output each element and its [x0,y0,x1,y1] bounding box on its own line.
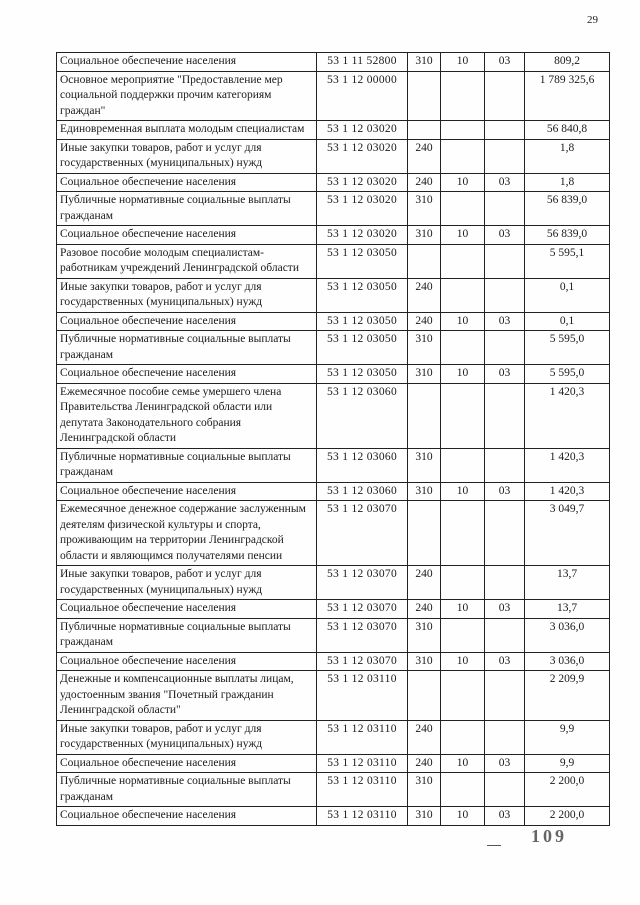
row-subsection: 03 [485,312,525,331]
row-section [441,121,485,140]
row-subsection [485,773,525,807]
row-name: Единовременная выплата молодым специалистам [57,121,317,140]
row-section [441,139,485,173]
row-section: 10 [441,754,485,773]
row-sum: 56 839,0 [525,192,610,226]
row-name: Публичные нормативные социальные выплаты гражданам [57,448,317,482]
table-row [57,448,610,482]
row-code: 53 1 12 03020 [317,192,408,226]
row-section: 10 [441,312,485,331]
budget-table [56,52,610,826]
row-name: Социальное обеспечение населения [57,53,317,72]
table-row [57,278,610,312]
row-name: Разовое пособие молодым специалистам-работникам учреждений Ленинградской области [57,244,317,278]
row-code: 53 1 12 03020 [317,121,408,140]
row-code: 53 1 12 03020 [317,226,408,245]
table-row [57,53,610,72]
row-section: 10 [441,226,485,245]
row-subsection [485,448,525,482]
row-section [441,773,485,807]
row-subsection: 03 [485,53,525,72]
row-section [441,331,485,365]
row-sum: 1,8 [525,173,610,192]
row-code: 53 1 12 03050 [317,244,408,278]
row-code: 53 1 12 03110 [317,671,408,721]
row-expense-type: 310 [408,331,441,365]
row-subsection [485,139,525,173]
row-sum: 1 789 325,6 [525,71,610,121]
row-section: 10 [441,53,485,72]
row-expense-type: 310 [408,618,441,652]
table-row [57,501,610,566]
table-row [57,312,610,331]
row-subsection: 03 [485,807,525,826]
row-code: 53 1 12 03070 [317,566,408,600]
row-name: Социальное обеспечение населения [57,365,317,384]
row-section [441,383,485,448]
row-subsection [485,71,525,121]
row-expense-type: 240 [408,600,441,619]
row-subsection [485,383,525,448]
footer-dash [487,845,501,846]
row-subsection: 03 [485,173,525,192]
row-sum: 2 209,9 [525,671,610,721]
row-name: Иные закупки товаров, работ и услуг для государственных (муниципальных) нужд [57,139,317,173]
row-subsection [485,331,525,365]
row-code: 53 1 12 03050 [317,278,408,312]
row-section [441,244,485,278]
row-subsection [485,566,525,600]
row-sum: 1,8 [525,139,610,173]
row-sum: 56 839,0 [525,226,610,245]
row-expense-type [408,383,441,448]
row-section: 10 [441,652,485,671]
row-subsection: 03 [485,652,525,671]
row-sum: 56 840,8 [525,121,610,140]
row-name: Социальное обеспечение населения [57,600,317,619]
row-section [441,448,485,482]
row-code: 53 1 12 03070 [317,501,408,566]
table-row [57,383,610,448]
row-subsection [485,501,525,566]
row-sum: 13,7 [525,600,610,619]
row-sum: 2 200,0 [525,807,610,826]
row-subsection [485,720,525,754]
row-sum: 1 420,3 [525,482,610,501]
row-section [441,192,485,226]
row-name: Социальное обеспечение населения [57,807,317,826]
table-row [57,566,610,600]
row-code: 53 1 12 03020 [317,173,408,192]
row-name: Иные закупки товаров, работ и услуг для государственных (муниципальных) нужд [57,720,317,754]
row-name: Социальное обеспечение населения [57,482,317,501]
budget-table-body [57,53,610,826]
row-section [441,501,485,566]
table-row [57,671,610,721]
row-section: 10 [441,482,485,501]
table-row [57,331,610,365]
row-name: Ежемесячное денежное содержание заслуженным деятелям физической культуры и спорта, проживающим на территории Ленинградской области и являющимся получателями пенсии [57,501,317,566]
table-row [57,773,610,807]
row-expense-type: 310 [408,482,441,501]
row-sum: 2 200,0 [525,773,610,807]
table-row [57,244,610,278]
row-subsection [485,671,525,721]
row-code: 53 1 12 03070 [317,618,408,652]
row-section [441,720,485,754]
row-name: Иные закупки товаров, работ и услуг для государственных (муниципальных) нужд [57,566,317,600]
row-name: Публичные нормативные социальные выплаты гражданам [57,192,317,226]
table-row [57,192,610,226]
row-expense-type: 240 [408,173,441,192]
table-row [57,365,610,384]
row-subsection [485,192,525,226]
row-expense-type [408,244,441,278]
row-subsection: 03 [485,600,525,619]
row-code: 53 1 12 03020 [317,139,408,173]
row-expense-type: 240 [408,139,441,173]
row-subsection: 03 [485,365,525,384]
row-name: Социальное обеспечение населения [57,652,317,671]
row-name: Основное мероприятие "Предоставление мер социальной поддержки прочим категориям граждан" [57,71,317,121]
table-row [57,652,610,671]
row-section: 10 [441,173,485,192]
row-expense-type: 240 [408,278,441,312]
row-code: 53 1 12 03050 [317,365,408,384]
row-section [441,71,485,121]
row-subsection [485,244,525,278]
row-expense-type: 310 [408,652,441,671]
row-name: Социальное обеспечение населения [57,754,317,773]
row-section [441,618,485,652]
row-name: Социальное обеспечение населения [57,226,317,245]
row-expense-type [408,501,441,566]
table-row [57,482,610,501]
row-name: Денежные и компенсационные выплаты лицам, удостоенным звания "Почетный гражданин Ленинградской области" [57,671,317,721]
row-code: 53 1 12 03060 [317,383,408,448]
row-code: 53 1 12 03050 [317,331,408,365]
row-section: 10 [441,365,485,384]
row-code: 53 1 12 03070 [317,600,408,619]
row-name: Публичные нормативные социальные выплаты гражданам [57,331,317,365]
row-expense-type [408,121,441,140]
table-row [57,600,610,619]
row-sum: 809,2 [525,53,610,72]
row-sum: 1 420,3 [525,383,610,448]
row-subsection: 03 [485,226,525,245]
table-row [57,807,610,826]
row-section: 10 [441,807,485,826]
row-sum: 3 049,7 [525,501,610,566]
row-sum: 5 595,0 [525,331,610,365]
row-expense-type: 240 [408,312,441,331]
row-expense-type: 310 [408,448,441,482]
row-subsection [485,121,525,140]
row-expense-type: 310 [408,53,441,72]
row-expense-type: 310 [408,226,441,245]
row-expense-type [408,71,441,121]
row-code: 53 1 12 03060 [317,448,408,482]
row-subsection: 03 [485,754,525,773]
row-sum: 9,9 [525,720,610,754]
row-subsection [485,618,525,652]
page-number: 29 [587,14,598,26]
row-name: Иные закупки товаров, работ и услуг для государственных (муниципальных) нужд [57,278,317,312]
row-code: 53 1 12 00000 [317,71,408,121]
table-row [57,121,610,140]
row-code: 53 1 12 03110 [317,754,408,773]
row-sum: 3 036,0 [525,618,610,652]
table-row [57,226,610,245]
table-row [57,618,610,652]
row-expense-type: 310 [408,192,441,226]
row-code: 53 1 12 03060 [317,482,408,501]
row-code: 53 1 12 03110 [317,807,408,826]
row-name: Ежемесячное пособие семье умершего члена Правительства Ленинградской области или депутата Законодательного собрания Ленинградской области [57,383,317,448]
row-expense-type: 310 [408,807,441,826]
table-row [57,720,610,754]
row-name: Социальное обеспечение населения [57,173,317,192]
row-sum: 5 595,1 [525,244,610,278]
row-name: Публичные нормативные социальные выплаты гражданам [57,618,317,652]
row-expense-type: 240 [408,720,441,754]
table-row [57,754,610,773]
row-section: 10 [441,600,485,619]
table-row [57,139,610,173]
row-sum: 0,1 [525,312,610,331]
row-code: 53 1 12 03050 [317,312,408,331]
row-expense-type: 310 [408,365,441,384]
row-sum: 0,1 [525,278,610,312]
row-section [441,671,485,721]
row-sum: 1 420,3 [525,448,610,482]
row-sum: 13,7 [525,566,610,600]
row-section [441,566,485,600]
row-section [441,278,485,312]
row-name: Социальное обеспечение населения [57,312,317,331]
row-code: 53 1 12 03110 [317,773,408,807]
table-row [57,173,610,192]
row-code: 53 1 11 52800 [317,53,408,72]
page-stamp: 109 [531,826,567,846]
row-sum: 9,9 [525,754,610,773]
row-sum: 3 036,0 [525,652,610,671]
row-subsection [485,278,525,312]
row-expense-type: 240 [408,754,441,773]
row-subsection: 03 [485,482,525,501]
row-expense-type: 240 [408,566,441,600]
row-code: 53 1 12 03070 [317,652,408,671]
row-sum: 5 595,0 [525,365,610,384]
row-expense-type: 310 [408,773,441,807]
row-expense-type [408,671,441,721]
row-name: Публичные нормативные социальные выплаты гражданам [57,773,317,807]
table-row [57,71,610,121]
row-code: 53 1 12 03110 [317,720,408,754]
